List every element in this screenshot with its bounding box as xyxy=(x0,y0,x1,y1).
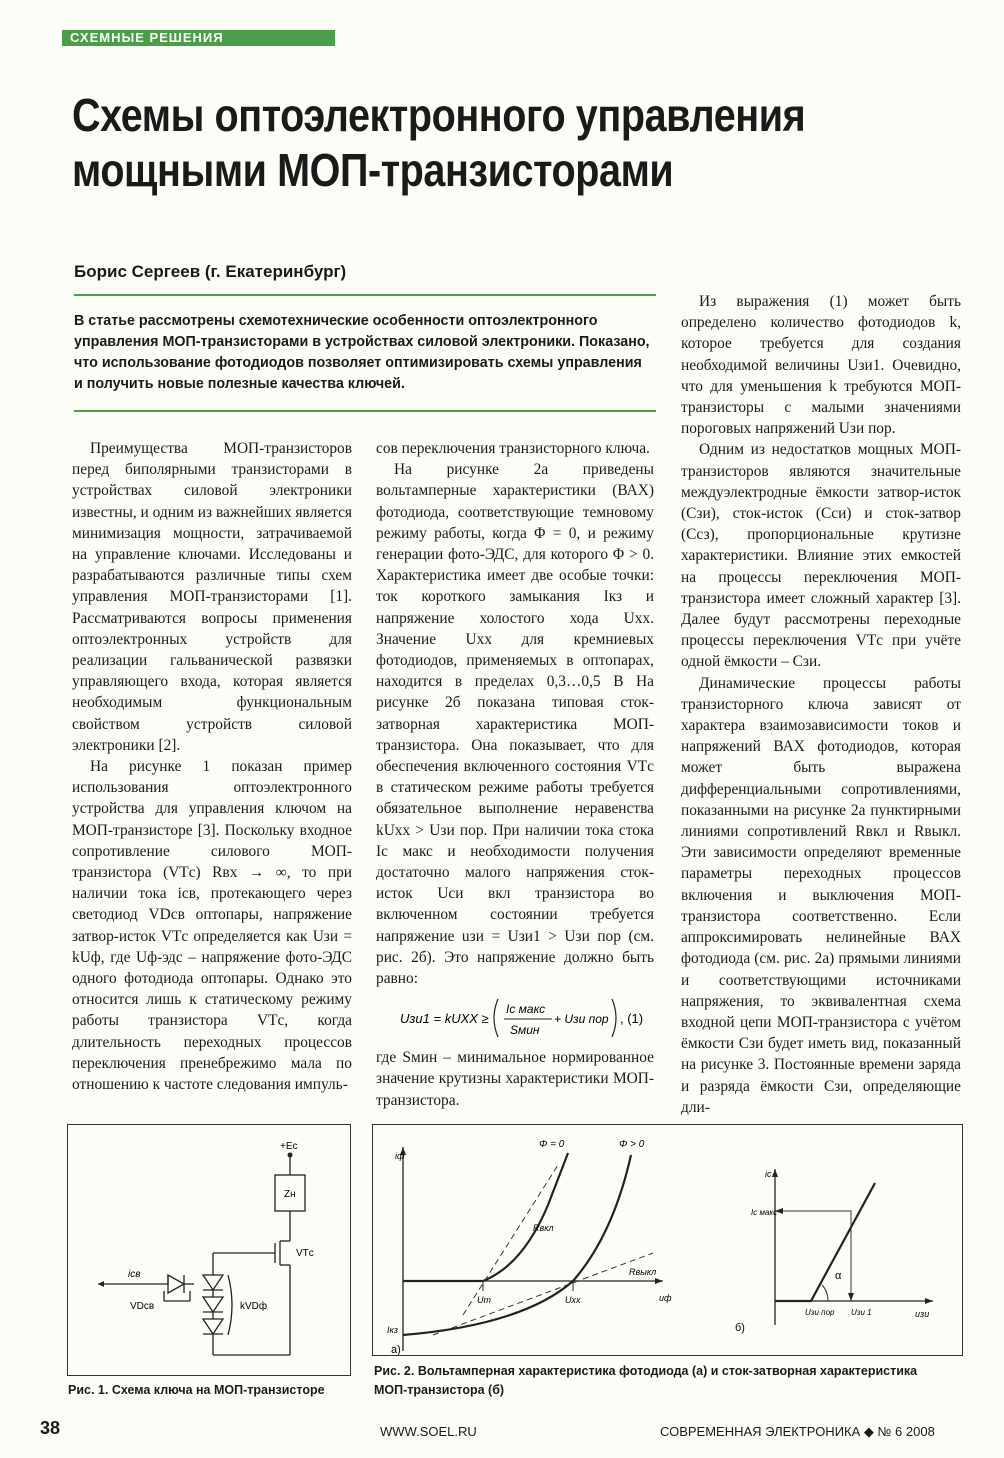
page-number: 38 xyxy=(40,1418,61,1438)
col2-paragraph-1: На рисунке 2а приведены вольтамперные характеристики (ВАХ) фотодиода, соответствующие темновому режиму работы, когда Φ = 0, и режиму генерации фото-ЭДС, для которого Φ > 0. Характеристика имеет две особые точки: ток короткого замыкания Iкз и напряжение холостого хода Uхх. Значение Uхх для кремниевых фотодиодов, применяемых в оптопарах, находится в пределах 0,3…0,5 В На рисунке 2б показана типовая сток-затворная характеристика МОП-транзистора. Она показывает, что для обеспечения включенного состояния VTс в статическом режиме работы требуется обязательное выполнение неравенства kUхх > Uзи пор. При наличии тока стока Iс макс и необходимости получения достаточно малого напряжения сток-исток Uси вкл транзистора во включенном состоянии требуется напряжение uзи = Uзи1 > Uзи пор (см. рис. 2б). Это напряжение должно быть равно: xyxy=(376,461,654,988)
chart-b-x-label: uзи xyxy=(915,1309,930,1319)
formula-1 xyxy=(376,989,654,1047)
formula-denominator: Sмин xyxy=(510,1023,540,1038)
formula-rest: + Uзи пор xyxy=(554,1012,609,1027)
section-rubric: СХЕМНЫЕ РЕШЕНИЯ xyxy=(62,30,335,46)
label-vt: VTс xyxy=(296,1248,314,1259)
formula-paren-left xyxy=(494,999,498,1037)
label-u-t: Uт xyxy=(477,1295,491,1305)
abstract: В статье рассмотрены схемотехнические особенности оптоэлектронного управления МОП-транзисторами в устройствах силовой электроники. Показано, что использование фотодиодов позволяет оптимизировать схемы управления и получить новые полезные качества ключей. xyxy=(74,313,650,392)
formula-numerator: Iс макс xyxy=(506,1002,546,1017)
chart-a xyxy=(387,1139,672,1355)
col2-paragraph-2: где Sмин – минимальное нормированное значение крутизны характеристики МОП-транзистора. xyxy=(376,1049,654,1109)
column-1 xyxy=(72,438,352,1095)
label-icv: iсв xyxy=(128,1269,141,1280)
label-u-1: Uзи 1 xyxy=(851,1308,872,1317)
figure-1-schematic xyxy=(68,1125,350,1375)
label-r-off: Rвыкл xyxy=(629,1267,657,1277)
label-u-thr: Uзи пор xyxy=(805,1308,835,1317)
label-alpha: α xyxy=(835,1270,842,1282)
line-r-on xyxy=(463,1165,558,1315)
angle-arc xyxy=(822,1285,828,1301)
label-zn: Zн xyxy=(284,1189,296,1200)
col3-paragraph-2: Одним из недостатков мощных МОП-транзисторов являются значительные междуэлектродные ёмкости затвор-исток (Cзи), сток-исток (Cси) и сток-затвор (Cсз), пропорциональные крутизне характеристики. Влияние этих емкостей на процессы переключения МОП-транзистора имеет сложный характер [3]. Далее будут рассмотрены переходные процессы переключения VTс при учёте одной ёмкости – Cзи. xyxy=(681,441,961,671)
chart-a-panel-label: а) xyxy=(391,1344,401,1355)
abstract-rule-top xyxy=(74,294,656,296)
formula-1-graphic xyxy=(376,989,654,1047)
label-r-on: Rвкл xyxy=(533,1223,554,1233)
article-title xyxy=(72,88,846,198)
label-phi-zero: Φ = 0 xyxy=(539,1139,565,1150)
abstract-rule-bottom xyxy=(74,410,656,412)
col1-paragraph-2: На рисунке 1 показан пример использования оптоэлектронного устройства для управления ключом на МОП-транзисторе [3]. Поскольку входное сопротивление силового МОП-транзистора (VTс) Rвх → ∞, то при наличии тока iсв, протекающего через светодиод VDсв оптопары, напряжение затвор-исток VTс определяется как Uзи = kUф, где Uф-эдс – напряжение фото-ЭДС одного фотодиода оптопары. Однако это относится лишь к статическому режиму работы транзистора VTс, когда длительность переходных процессов переключения пренебрежимо мала по отношению к частоте следования импуль- xyxy=(72,758,352,1094)
column-2 xyxy=(376,438,654,1111)
line-operating-point xyxy=(775,1211,851,1301)
curve-phi-positive xyxy=(403,1155,631,1335)
chart-a-y-label: iф xyxy=(395,1151,405,1161)
figure-2-box xyxy=(372,1124,963,1356)
footer-site[interactable]: WWW.SOEL.RU xyxy=(380,1424,477,1439)
footer-journal: СОВРЕМЕННАЯ ЭЛЕКТРОНИКА ◆ № 6 2008 xyxy=(660,1424,935,1439)
figure-2-caption xyxy=(374,1362,954,1400)
label-i-kz: Iкз xyxy=(387,1325,398,1335)
figure-1-box xyxy=(67,1124,351,1376)
line-transfer-characteristic xyxy=(775,1183,875,1301)
figure-1-caption: Рис. 1. Схема ключа на МОП-транзисторе xyxy=(68,1383,325,1397)
col3-paragraph-3: Динамические процессы работы транзисторного ключа зависят от характера взаимозависимости токов и напряжений ВАХ фотодиодов, которая может быть выражена дифференциальными сопротивлениями, показанными на рисунке 2а пунктирными линиями сопротивлений Rвкл и Rвыкл. Эти зависимости определяют временные параметры переходных процессов включения и выключения МОП-транзистора соответственно. Если аппроксимировать нелинейные ВАХ фотодиода (см. рис. 2а) прямыми линиями и соответствующими источниками напряжения, то эквивалентная схема входной цепи МОП-транзистора с учётом ёмкости Cзи будет иметь вид, показанный на рисунке 3. Постоянные времени заряда и разряда ёмкости Cзи, определяющие дли- xyxy=(681,674,961,1116)
chart-b-panel-label: б) xyxy=(735,1322,745,1334)
label-phi-positive: Φ > 0 xyxy=(619,1139,645,1150)
curve-phi-zero xyxy=(403,1153,568,1281)
formula-paren-right xyxy=(612,999,616,1037)
line-r-off xyxy=(433,1253,653,1335)
current-arrow-icon xyxy=(98,1281,104,1287)
title-line-1: Схемы оптоэлектронного управления xyxy=(72,89,806,141)
chart-a-x-label: uф xyxy=(659,1293,672,1303)
col1-paragraph-1: Преимущества МОП-транзисторов перед биполярными транзисторами в устройствах силовой электроники известны, и одним из важнейших является минимизация мощности, затрачиваемой на управление ключами. Исследованы и разрабатываются различные типы схем управления МОП-транзисторами [1]. Рассматриваются вопросы применения оптоэлектронных устройств для реализации гальванической развязки управляющего входа, которая является необходимым функциональным свойством устройств силовой электроники [2]. xyxy=(72,440,352,754)
figure-2-charts xyxy=(373,1125,962,1355)
label-u-xx: Uхх xyxy=(565,1295,581,1305)
figure-2-caption-line-2: МОП-транзистора (б) xyxy=(374,1383,505,1397)
label-ec: +Eс xyxy=(280,1141,298,1152)
col2-paragraph-0: сов переключения транзисторного ключа. xyxy=(376,440,650,457)
col3-paragraph-1: Из выражения (1) может быть определено количество фотодиодов k, которое требуется для создания необходимой величины Uзи1. Очевидно, что для уменьшения k требуются МОП-транзисторы с малыми значениями пороговых напряжений Uзи пор. xyxy=(681,293,961,438)
title-line-2: мощными МОП-транзисторами xyxy=(72,144,674,196)
chart-b xyxy=(735,1169,933,1334)
chart-b-y-label: iс xyxy=(765,1169,772,1179)
author: Борис Сергеев (г. Екатеринбург) xyxy=(74,262,347,281)
formula-lhs: Uзи1 = kUXX ≥ xyxy=(400,1011,489,1027)
label-i-max: Iс макс xyxy=(751,1208,778,1217)
figure-2-caption-line-1: Рис. 2. Вольтамперная характеристика фотодиода (а) и сток-затворная характеристика xyxy=(374,1364,918,1378)
label-kvd: kVDф xyxy=(240,1301,268,1312)
formula-number: , (1) xyxy=(620,1011,644,1027)
column-3 xyxy=(681,291,961,1118)
label-vdcv: VDсв xyxy=(130,1301,155,1312)
